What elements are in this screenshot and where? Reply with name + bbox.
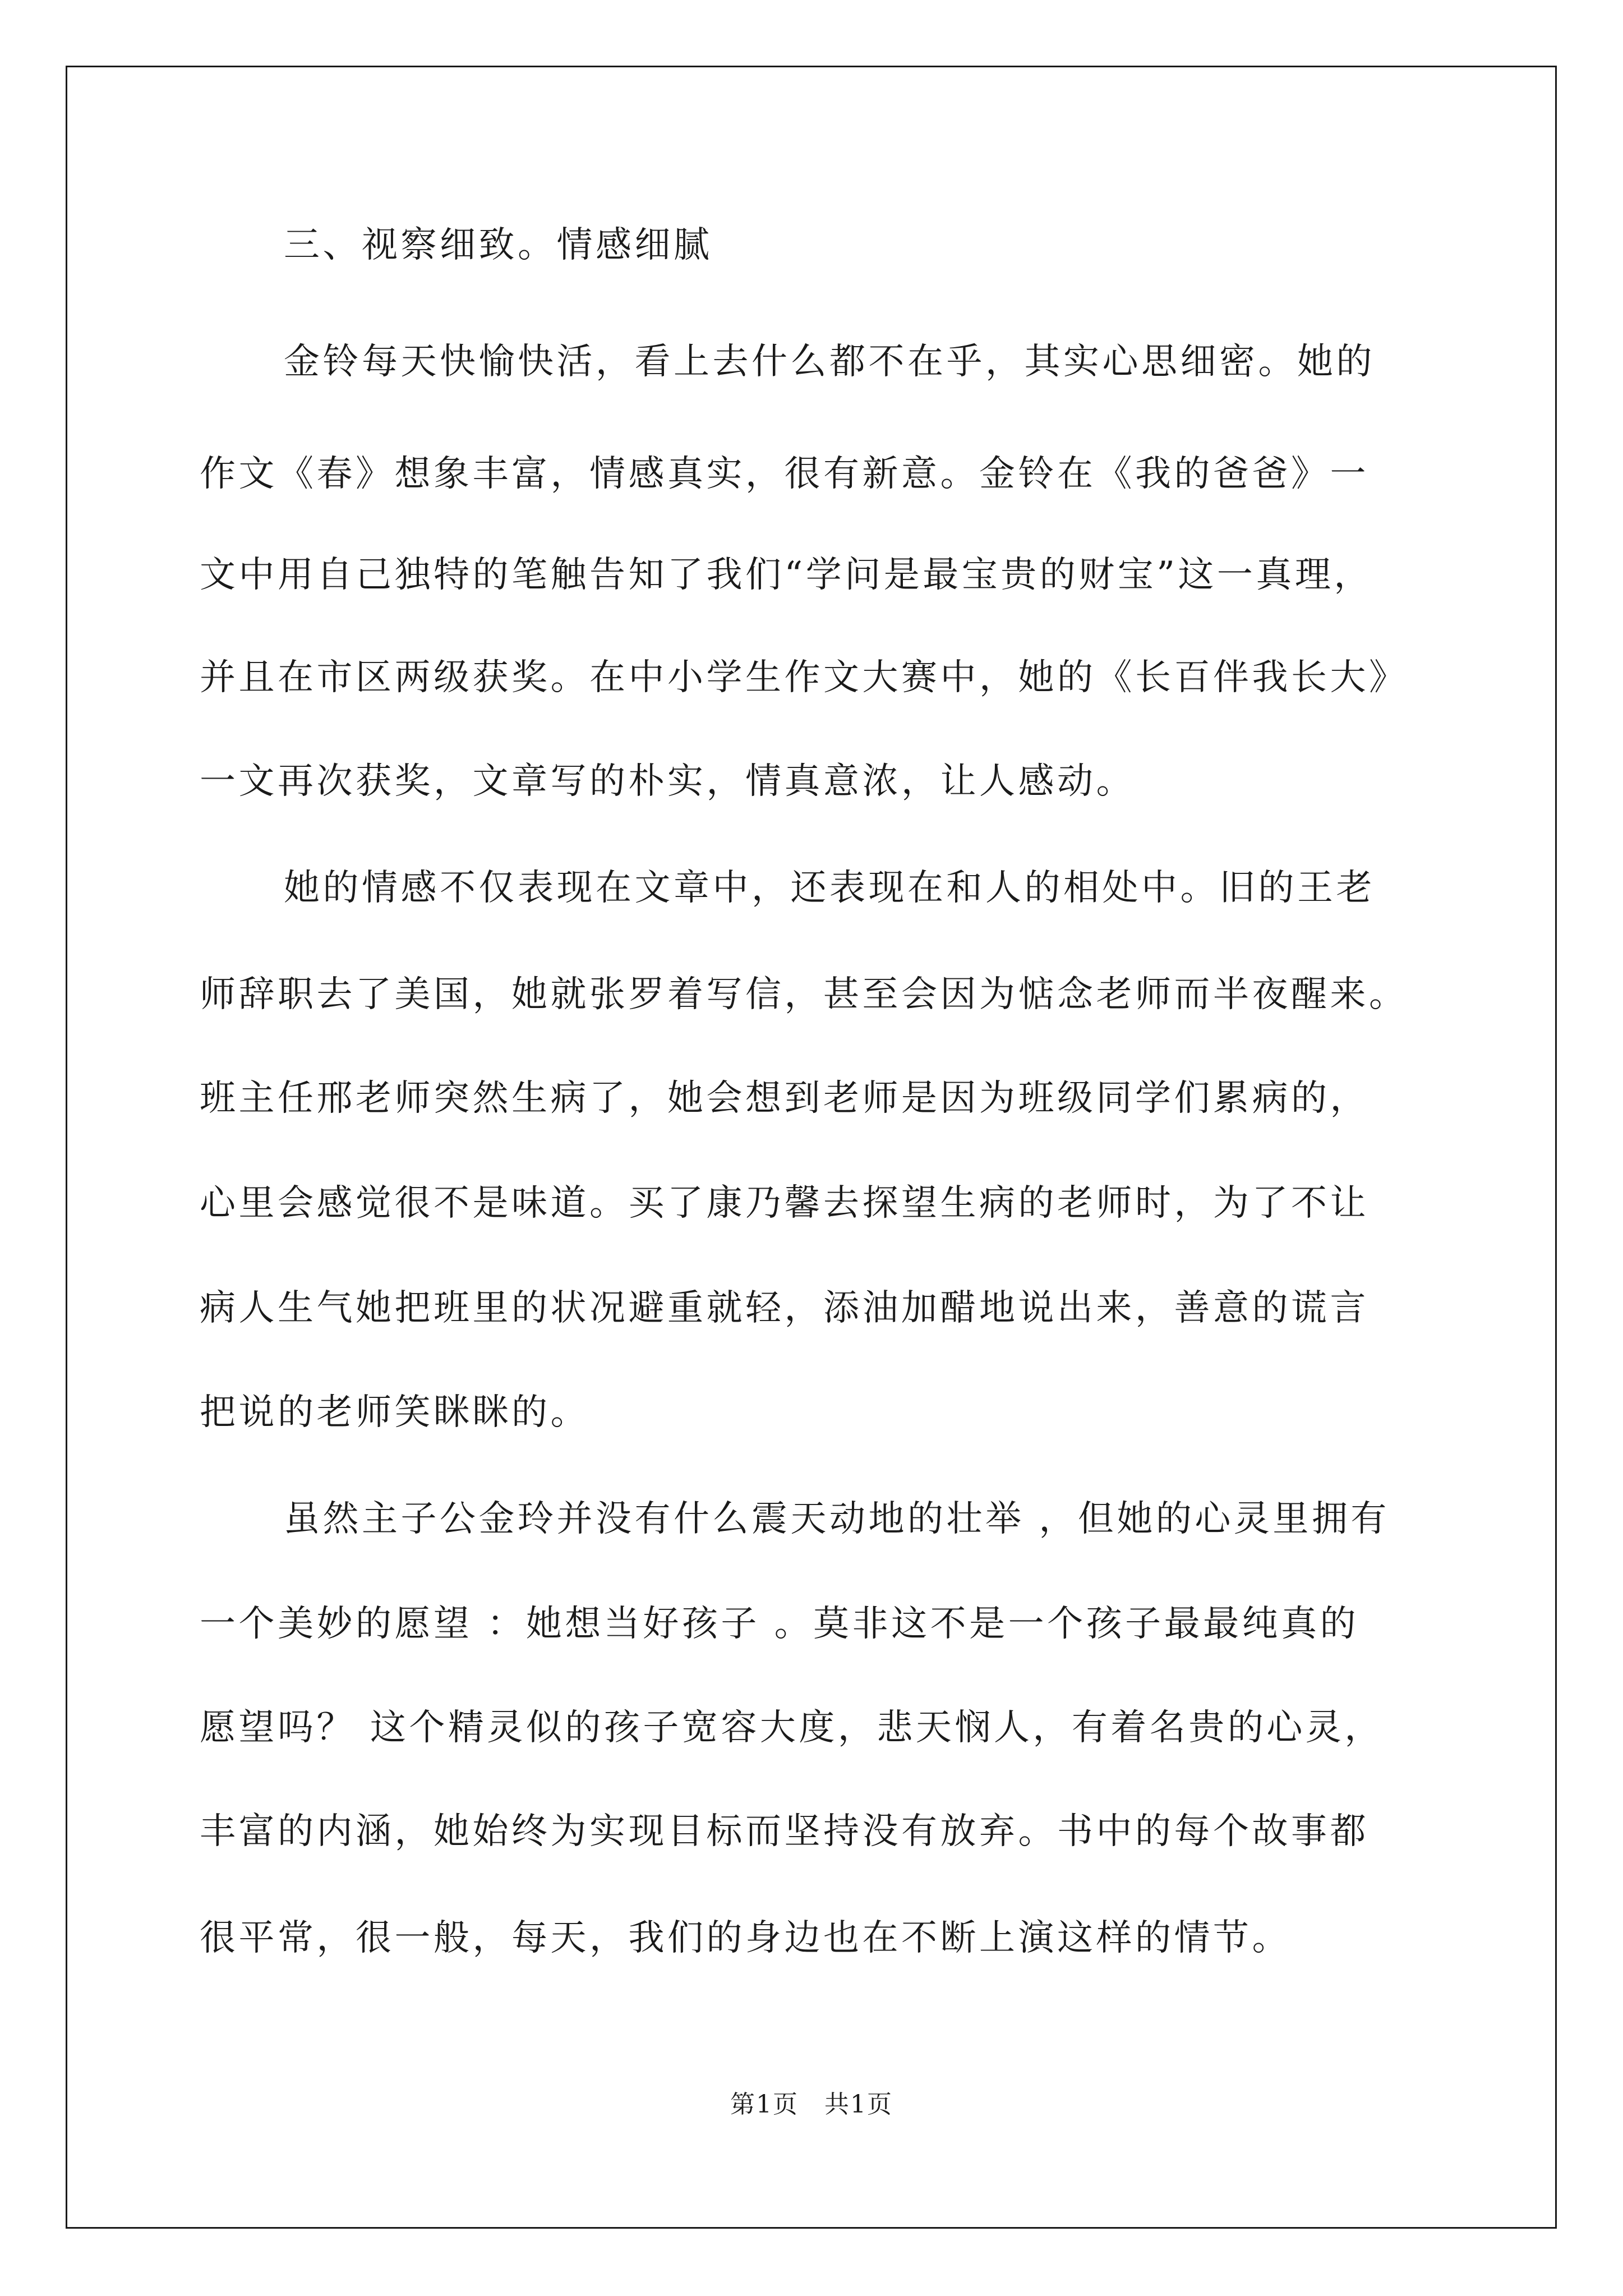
paragraph-3-line-5: 很平常，很一般，每天，我们的身边也在不断上演这样的情节。 (200, 1917, 1291, 1959)
paragraph-3-line-2: 一个美妙的愿望 ：她想当好孩子 。莫非这不是一个孩子最最纯真的 (200, 1603, 1359, 1645)
paragraph-1-line-1: 金铃每天快愉快活，看上去什么都不在乎，其实心思细密。她的 (284, 341, 1375, 383)
paragraph-3-line-1: 虽然主子公金玲并没有什么震天动地的壮举 ，但她的心灵里拥有 (284, 1498, 1390, 1540)
page-number-footer: 第1页 共1页 (730, 2090, 893, 2119)
paragraph-3-line-4: 丰富的内涵，她始终为实现目标而坚持没有放弃。书中的每个故事都 (200, 1811, 1369, 1852)
paragraph-1-line-5: 一文再次获奖，文章写的朴实，情真意浓，让人感动。 (200, 761, 1135, 802)
paragraph-1-line-4: 并且在市区两级获奖。在中小学生作文大赛中，她的《长百伴我长大》 (200, 657, 1408, 698)
paragraph-2-line-1: 她的情感不仅表现在文章中，还表现在和人的相处中。旧的王老 (284, 867, 1375, 909)
paragraph-2-line-3: 班主任邢老师突然生病了，她会想到老师是因为班级同学们累病的， (200, 1078, 1369, 1119)
paragraph-2-line-6: 把说的老师笑眯眯的。 (200, 1392, 589, 1433)
page-border (66, 66, 1557, 2229)
paragraph-2-line-4: 心里会感觉很不是味道。买了康乃馨去探望生病的老师时，为了不让 (200, 1182, 1369, 1224)
paragraph-1-line-3: 文中用自己独特的笔触告知了我们“学问是最宝贵的财宝”这一真理， (200, 554, 1373, 596)
paragraph-2-line-5: 病人生气她把班里的状况避重就轻，添油加醋地说出来，善意的谎言 (200, 1287, 1369, 1329)
paragraph-3-line-3: 愿望吗？ 这个精灵似的孩子宽容大度，悲天悯人，有着名贵的心灵， (200, 1707, 1384, 1749)
section-heading: 三、视察细致。情感细腻 (284, 224, 713, 266)
paragraph-1-line-2: 作文《春》想象丰富，情感真实，很有新意。金铃在《我的爸爸》一 (200, 453, 1369, 495)
paragraph-2-line-2: 师辞职去了美国，她就张罗着写信，甚至会因为惦念老师而半夜醒来。 (200, 974, 1408, 1015)
